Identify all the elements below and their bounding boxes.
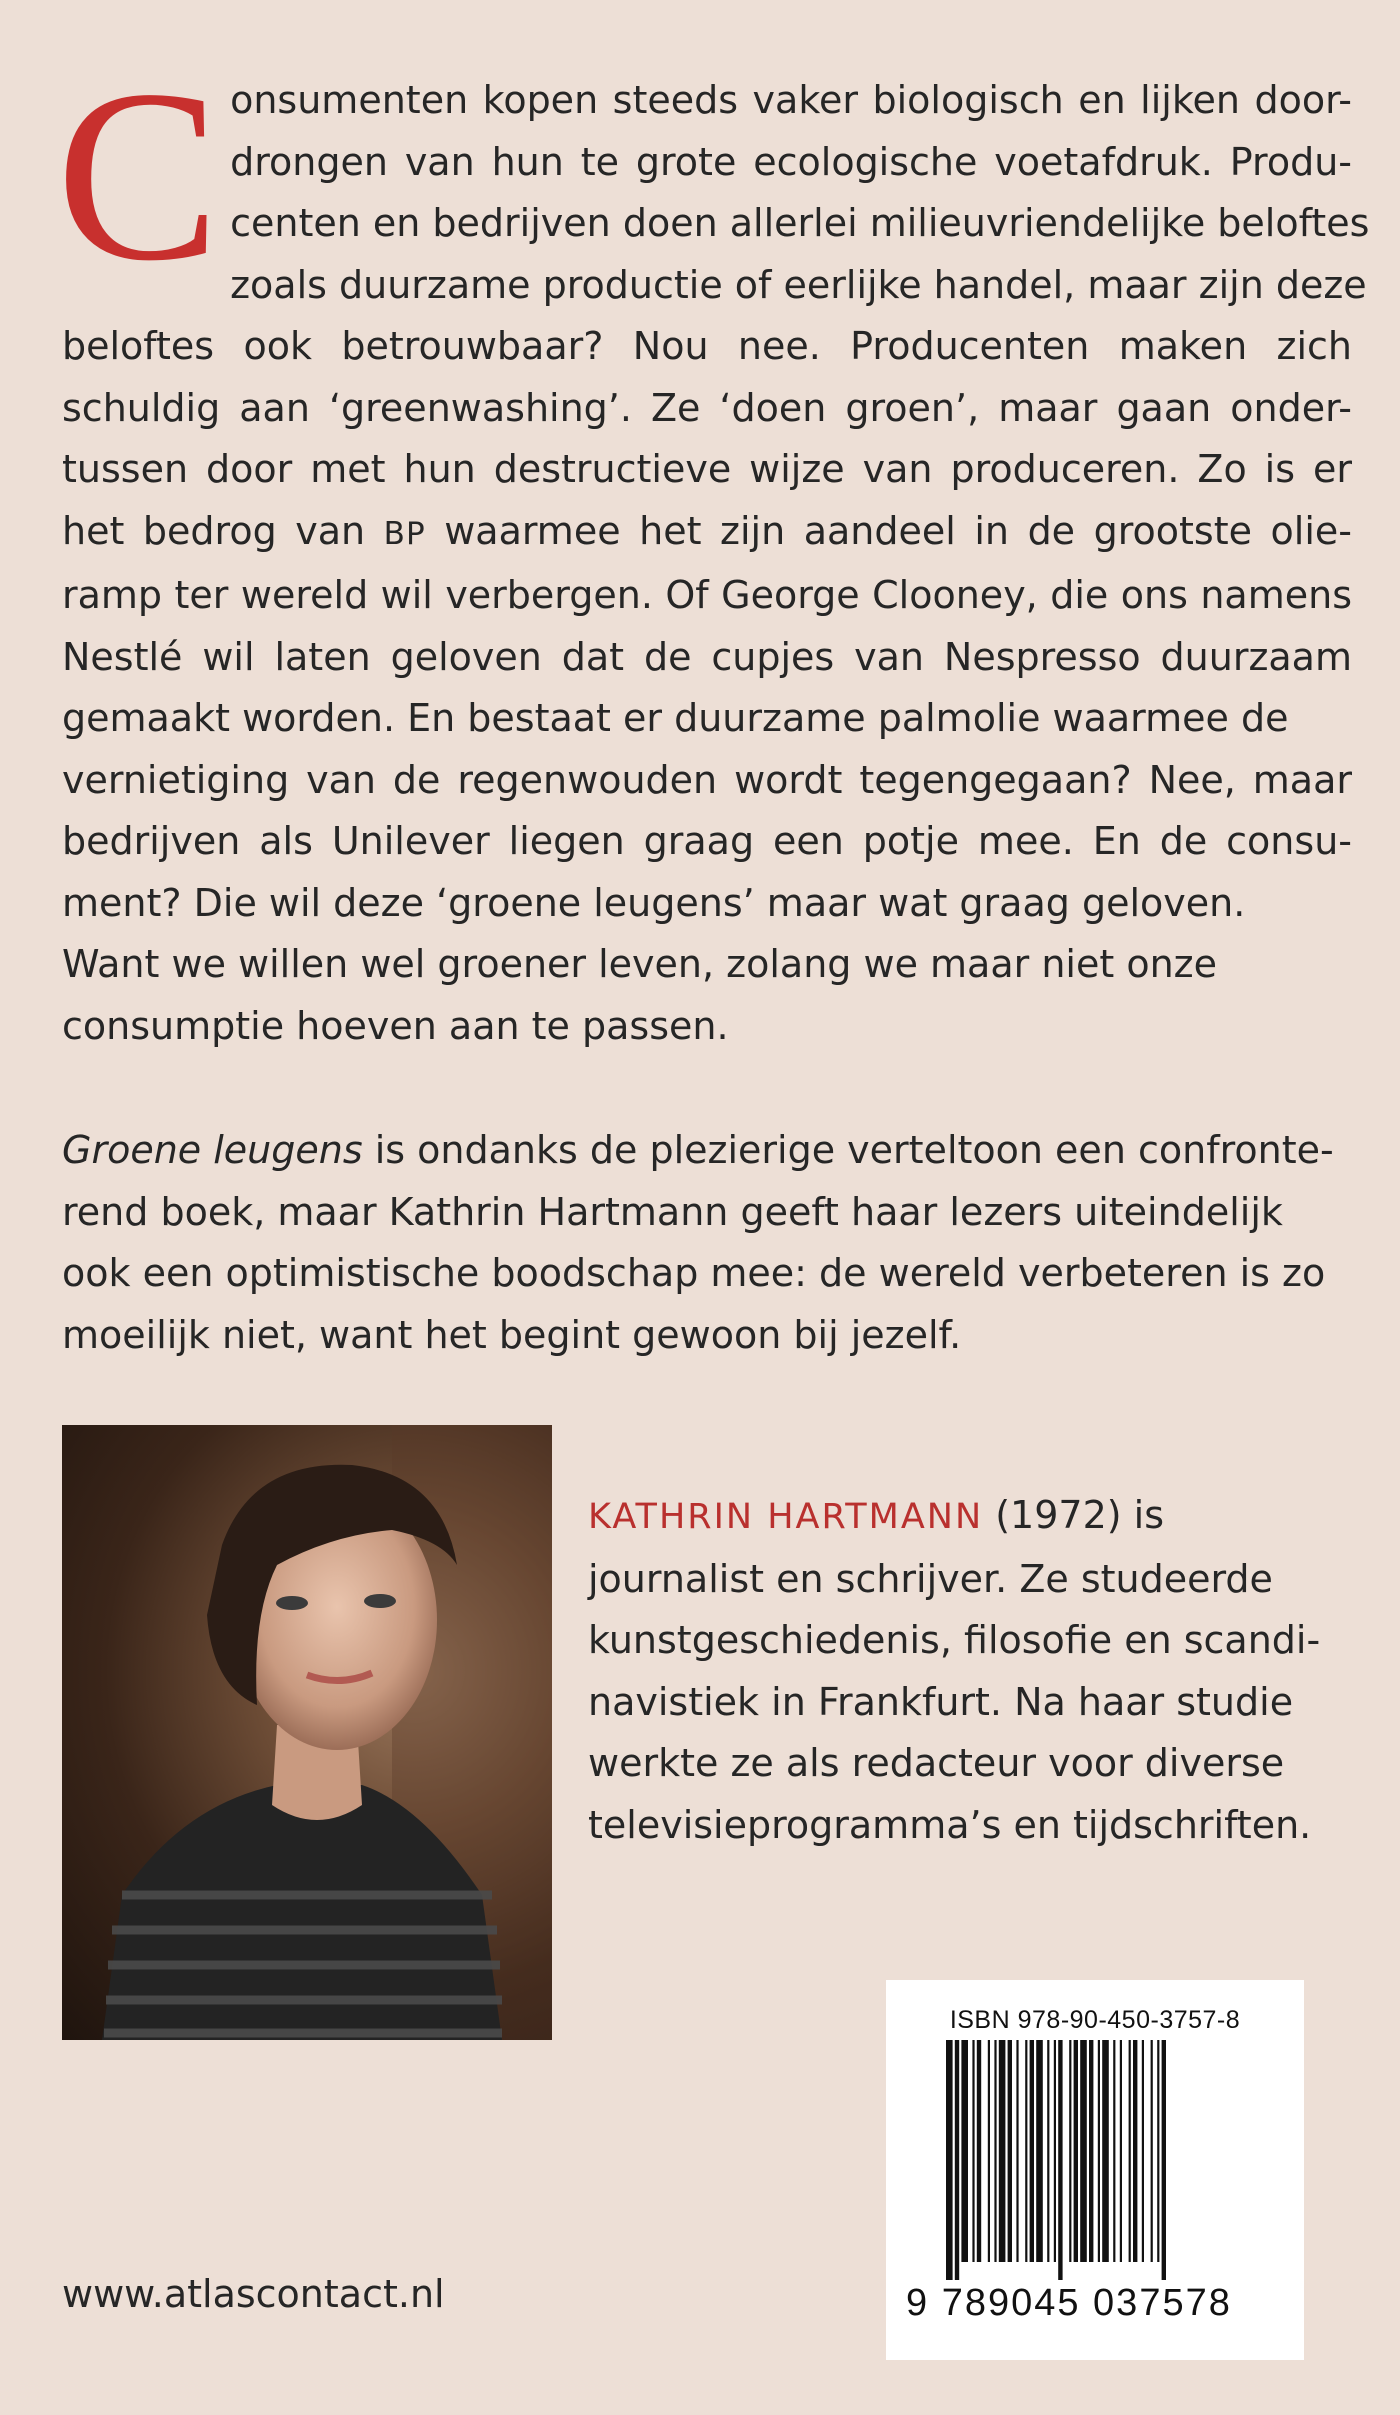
barcode-bar <box>1069 2040 1071 2262</box>
intro-line: ramp ter wereld wil verbergen. Of George Clooney, die ons namens <box>62 573 1352 617</box>
barcode-bar <box>961 2040 968 2262</box>
summary-line: rend boek, maar Kathrin Hartmann geeft haar lezers uiteindelijk <box>62 1189 1283 1234</box>
bio-line: kunstgeschiedenis, filosofie en scandi- <box>588 1618 1321 1662</box>
barcode-bar <box>1047 2040 1049 2262</box>
barcode-bar <box>994 2040 996 2262</box>
isbn-label: ISBN 978-90-450-3757-8 <box>949 2006 1241 2034</box>
barcode-bar <box>1098 2040 1100 2262</box>
barcode-bar <box>955 2040 959 2280</box>
barcode-bar <box>1089 2040 1093 2262</box>
barcode-bar <box>972 2040 974 2262</box>
barcode-bar <box>1120 2040 1122 2262</box>
barcode-bar <box>977 2040 981 2262</box>
barcode-bar <box>1133 2040 1137 2262</box>
summary-paragraph <box>62 1120 1334 1366</box>
summary-line: Groene leugens is ondanks de plezierige verteltoon een confronte- <box>62 1128 1334 1172</box>
bio-line: navistiek in Frankfurt. Na haar studie <box>588 1679 1294 1724</box>
barcode-bar <box>1016 2040 1018 2262</box>
drop-cap: C <box>56 40 221 312</box>
intro-line: Want we willen wel groener leven, zolang we maar niet onze <box>62 942 1217 986</box>
intro-line: het bedrog van BP waarmee het zijn aandeel in de grootste olie- <box>62 508 1352 553</box>
barcode-bar <box>1157 2040 1159 2262</box>
barcode-bar <box>1151 2040 1153 2262</box>
bio-line: werkte ze als redacteur voor diverse <box>588 1741 1285 1785</box>
barcode-bar <box>1102 2040 1109 2262</box>
barcode-bar <box>1008 2040 1012 2262</box>
intro-line: bedrijven als Unilever liegen graag een potje mee. En de consu- <box>62 819 1352 863</box>
barcode-bar <box>1025 2040 1027 2262</box>
intro-line: beloftes ook betrouwbaar? Nou nee. Producenten maken zich <box>62 324 1352 368</box>
publisher-website[interactable]: www.atlascontact.nl <box>62 2272 445 2316</box>
barcode-bar <box>1142 2040 1144 2262</box>
intro-line: ment? Die wil deze ‘groene leugens’ maar wat graag geloven. <box>62 880 1246 925</box>
author-bio <box>588 1485 1321 1856</box>
author-portrait-illustration <box>62 1425 552 2040</box>
bio-line: KATHRIN HARTMANN (1972) is <box>588 1493 1165 1537</box>
company-abbreviation: BP <box>383 515 426 552</box>
barcode-bar <box>1113 2040 1115 2262</box>
intro-line: zoals duurzame productie of eerlijke handel, maar zijn deze <box>230 262 1367 307</box>
author-name: KATHRIN HARTMANN <box>588 1497 984 1537</box>
barcode-bar <box>1036 2040 1043 2262</box>
barcode-bar <box>1080 2040 1087 2262</box>
barcode-bar <box>999 2040 1006 2262</box>
barcode <box>946 2040 1246 2280</box>
barcode-bar <box>1162 2040 1166 2280</box>
intro-line: gemaakt worden. En bestaat er duurzame palmolie waarmee de <box>62 696 1289 740</box>
intro-line: Nestlé wil laten geloven dat de cupjes van Nespresso duurzaam <box>62 634 1352 679</box>
intro-line: schuldig aan ‘greenwashing’. Ze ‘doen groen’, maar gaan onder- <box>62 385 1352 430</box>
barcode-bar <box>1058 2040 1062 2280</box>
summary-line: moeilijk niet, want het begint gewoon bij jezelf. <box>62 1312 962 1357</box>
summary-line: ook een optimistische boodschap mee: de wereld verbeteren is zo <box>62 1251 1326 1295</box>
barcode-bar <box>1129 2040 1131 2262</box>
bio-line: televisieprogramma’s en tijdschriften. <box>588 1802 1312 1847</box>
intro-line: centen en bedrijven doen allerlei milieuvriendelijke beloftes <box>230 201 1370 245</box>
intro-line: consumptie hoeven aan te passen. <box>62 1003 729 1048</box>
intro-line: tussen door met hun destructieve wijze van produceren. Zo is er <box>62 447 1352 491</box>
barcode-bar <box>1054 2040 1056 2262</box>
author-photo <box>62 1425 552 2040</box>
barcode-bar <box>946 2040 953 2280</box>
barcode-digits: 9 789045 037578 <box>906 2282 1232 2324</box>
intro-paragraph <box>56 40 1370 1057</box>
intro-line: vernietiging van de regenwouden wordt tegengegaan? Nee, maar <box>62 757 1352 802</box>
barcode-box <box>886 1980 1304 2360</box>
barcode-bar <box>988 2040 990 2262</box>
intro-line: drongen van hun te grote ecologische voetafdruk. Produ- <box>230 139 1352 184</box>
barcode-bar <box>1074 2040 1078 2262</box>
intro-line: onsumenten kopen steeds vaker biologisch en lijken door- <box>230 78 1352 122</box>
barcode-bar <box>1030 2040 1034 2262</box>
bio-line: journalist en schrijver. Ze studeerde <box>588 1556 1273 1601</box>
book-title: Groene leugens <box>62 1128 363 1172</box>
